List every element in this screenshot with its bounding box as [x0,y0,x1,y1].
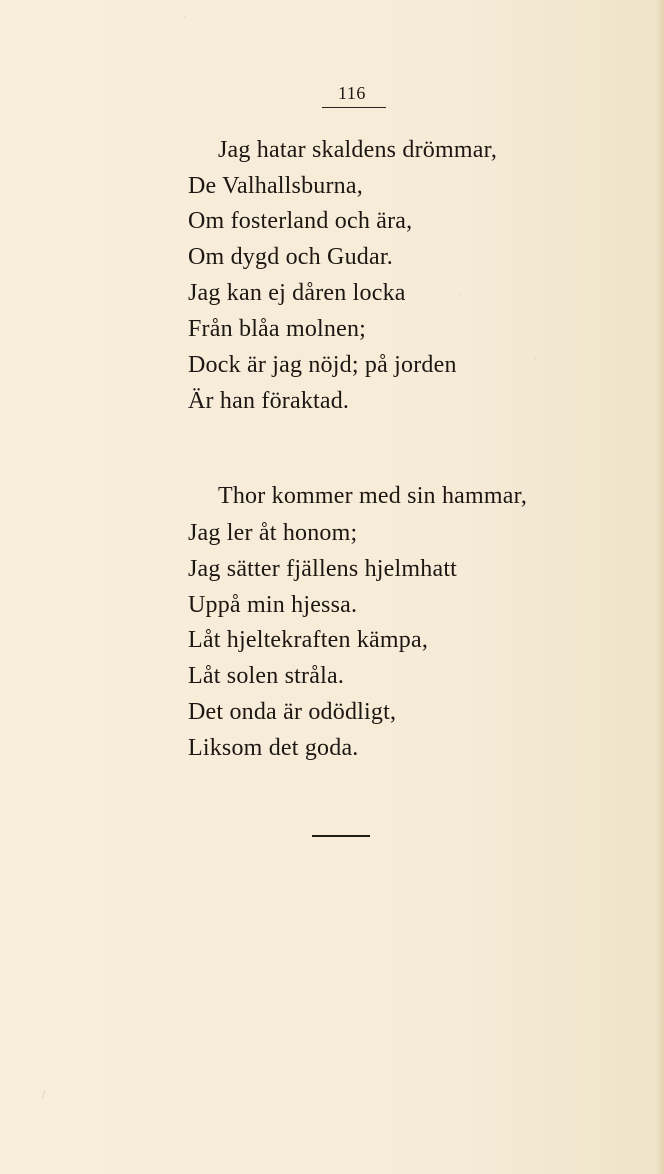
poem-line: Låt hjeltekraften kämpa, [188,627,429,653]
paper-speck: ' [184,15,187,26]
page-number: 116 [338,83,366,103]
poem-line: Jag ler åt honom; [188,520,358,546]
poem-line: Från blåa molnen; [188,316,367,342]
poem-line: Thor kommer med sin hammar, [218,483,528,509]
poem-line: Jag hatar skaldens drömmar, [218,137,498,163]
poem-line: Om dygd och Gudar. [188,244,393,270]
paper-speck: / [42,1089,46,1100]
page-number-rule [322,107,386,108]
poem-line: Jag sätter fjällens hjelmhatt [188,556,458,582]
paper-speck: · [534,354,538,365]
poem-line: Dock är jag nöjd; på jorden [188,352,457,378]
poem-line: De Valhallsburna, [188,173,363,199]
ornamental-rule [312,835,370,837]
poem-line: Om fosterland och ära, [188,208,413,234]
poem-line: Är han föraktad. [188,388,350,414]
poem-line: Liksom det goda. [188,735,359,761]
page-edge-shadow [656,0,664,1174]
poem-line: Låt solen stråla. [188,663,345,689]
paper-speck: · [459,290,463,301]
poem-line: Det onda är odödligt, [188,699,397,725]
poem-line: Uppå min hjessa. [188,592,358,618]
poem-line: Jag kan ej dåren locka [188,280,406,306]
